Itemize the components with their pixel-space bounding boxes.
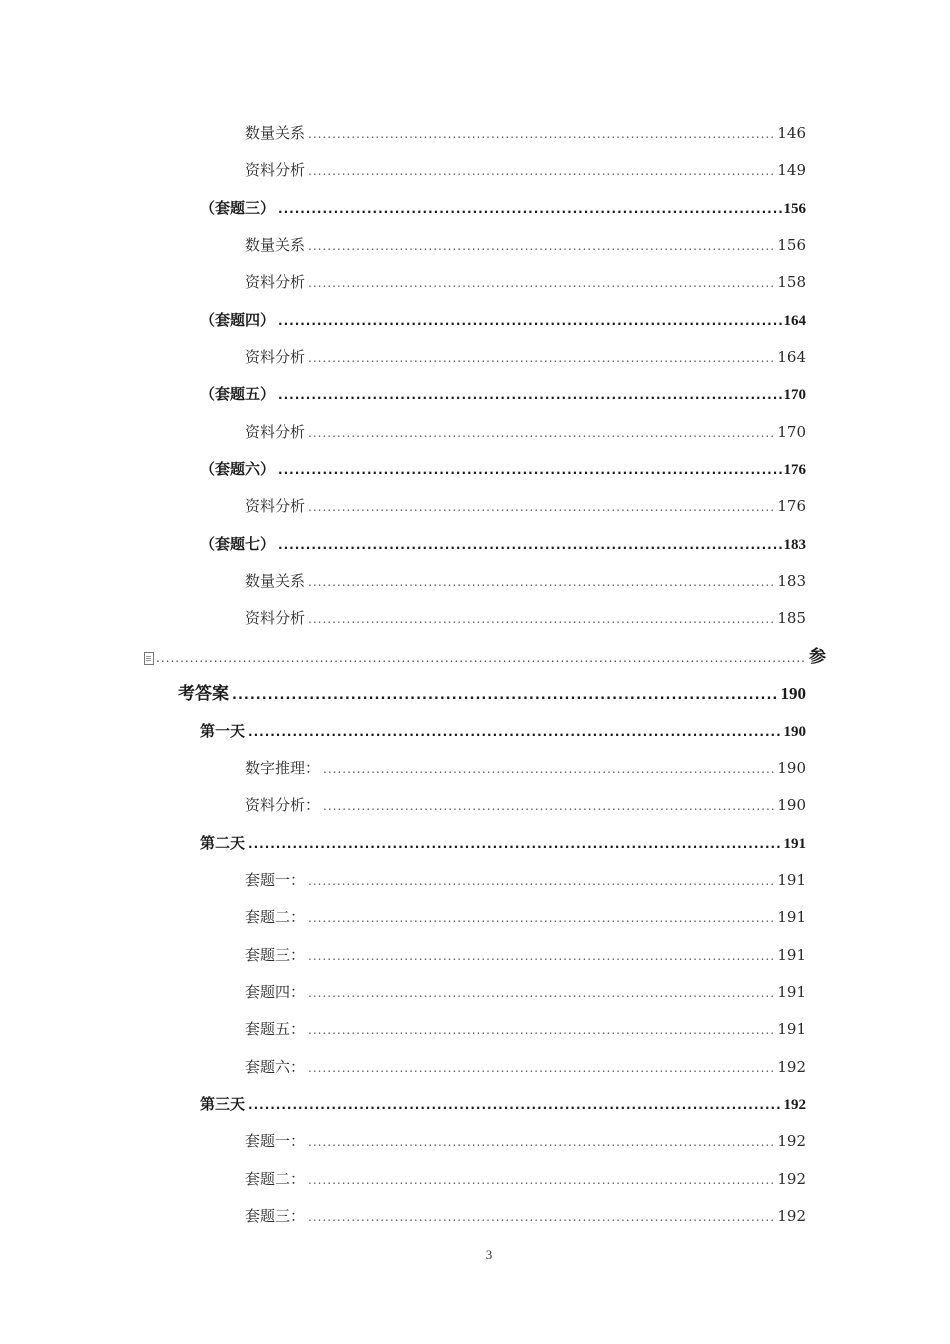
dot-leader xyxy=(278,534,781,556)
toc-section-label: 第一天 xyxy=(200,722,246,740)
toc-entry[interactable] xyxy=(245,869,806,891)
toc-entry-page: 192 xyxy=(777,1132,806,1150)
toc-entry-page: 190 xyxy=(777,759,806,777)
toc-section[interactable] xyxy=(200,720,806,742)
dot-leader xyxy=(323,758,775,780)
dot-leader xyxy=(248,1094,781,1116)
toc-entry[interactable] xyxy=(245,570,806,592)
dot-leader xyxy=(232,685,779,707)
toc-entry[interactable] xyxy=(245,981,806,1003)
toc-entry[interactable] xyxy=(245,122,806,144)
toc-section-label: 第三天 xyxy=(200,1095,246,1113)
toc-section-page: 170 xyxy=(783,387,806,403)
dot-leader xyxy=(308,870,775,892)
toc-entry[interactable] xyxy=(245,159,806,181)
toc-entry-label: 套题一： xyxy=(245,871,306,889)
toc-entry-label: 资料分析 xyxy=(245,423,306,441)
toc-entry[interactable] xyxy=(245,1205,806,1227)
toc-entry-page: 176 xyxy=(777,497,806,515)
toc-entry-page: 191 xyxy=(777,983,806,1001)
toc-entry[interactable] xyxy=(245,271,806,293)
toc-section-page: 191 xyxy=(783,836,806,852)
toc-entry-page: 191 xyxy=(777,871,806,889)
dot-leader xyxy=(323,795,775,817)
toc-entry-label: 套题二： xyxy=(245,1170,306,1188)
toc-entry-label: 套题二： xyxy=(245,908,306,926)
dot-leader xyxy=(278,384,781,406)
dot-leader xyxy=(308,422,775,444)
toc-entry-page: 190 xyxy=(777,796,806,814)
dot-leader xyxy=(156,647,805,669)
toc-entry-label: 数量关系 xyxy=(245,124,306,142)
dot-leader xyxy=(308,945,775,967)
toc-entry-label: 数字推理： xyxy=(245,759,321,777)
dot-leader xyxy=(308,160,775,182)
toc-entry-page: 192 xyxy=(777,1170,806,1188)
toc-entry-label: 资料分析 xyxy=(245,497,306,515)
toc-entry-page: 156 xyxy=(777,236,806,254)
dot-leader xyxy=(308,1019,775,1041)
toc-entry[interactable] xyxy=(245,495,806,517)
toc-entry[interactable] xyxy=(245,234,806,256)
toc-section[interactable] xyxy=(200,832,806,854)
toc-section-label: （套题五） xyxy=(200,385,276,403)
document-icon xyxy=(144,652,154,665)
dot-leader xyxy=(308,272,775,294)
dot-leader xyxy=(308,907,775,929)
toc-entry-page: 170 xyxy=(777,423,806,441)
toc-section-page: 176 xyxy=(783,462,806,478)
toc-section-label: （套题四） xyxy=(200,311,276,329)
toc-chapter-label: 考答案 xyxy=(178,684,229,704)
dot-leader xyxy=(308,1131,775,1153)
toc-entry[interactable] xyxy=(245,1056,806,1078)
toc-split-heading[interactable] xyxy=(144,646,826,668)
toc-section[interactable] xyxy=(200,458,806,480)
toc-entry-label: 数量关系 xyxy=(245,572,306,590)
toc-entry-label: 资料分析 xyxy=(245,273,306,291)
toc-entry-page: 146 xyxy=(777,124,806,142)
dot-leader xyxy=(308,1206,775,1228)
toc-entry-page: 185 xyxy=(777,609,806,627)
toc-section-page: 156 xyxy=(783,201,806,217)
dot-leader xyxy=(248,721,781,743)
dot-leader xyxy=(278,459,781,481)
split-heading-end: 参 xyxy=(809,647,826,667)
toc-entry-label: 套题六： xyxy=(245,1058,306,1076)
dot-leader xyxy=(278,198,781,220)
toc-section-page: 192 xyxy=(783,1097,806,1113)
toc-entry-label: 资料分析： xyxy=(245,796,321,814)
toc-section-label: （套题三） xyxy=(200,199,276,217)
page-number: 3 xyxy=(485,1247,493,1262)
toc-entry-page: 192 xyxy=(777,1058,806,1076)
toc-entry[interactable] xyxy=(245,794,806,816)
toc-entry[interactable] xyxy=(245,607,806,629)
toc-entry-page: 191 xyxy=(777,1020,806,1038)
toc-section-label: （套题七） xyxy=(200,535,276,553)
dot-leader xyxy=(308,571,775,593)
toc-section[interactable] xyxy=(200,533,806,555)
dot-leader xyxy=(308,347,775,369)
toc-entry-label: 数量关系 xyxy=(245,236,306,254)
toc-chapter-page: 190 xyxy=(780,684,806,703)
toc-section[interactable] xyxy=(200,197,806,219)
toc-entry-label: 资料分析 xyxy=(245,161,306,179)
toc-entry-page: 183 xyxy=(777,572,806,590)
toc-entry[interactable] xyxy=(245,346,806,368)
toc-entry[interactable] xyxy=(245,906,806,928)
dot-leader xyxy=(308,982,775,1004)
toc-section-label: 第二天 xyxy=(200,834,246,852)
toc-entry-label: 套题三： xyxy=(245,1207,306,1225)
toc-entry-label: 套题一： xyxy=(245,1132,306,1150)
dot-leader xyxy=(278,310,781,332)
toc-entry-label: 套题五： xyxy=(245,1020,306,1038)
toc-entry-label: 套题四： xyxy=(245,983,306,1001)
toc-entry-page: 158 xyxy=(777,273,806,291)
dot-leader xyxy=(248,833,781,855)
dot-leader xyxy=(308,608,775,630)
toc-entry-label: 套题三： xyxy=(245,946,306,964)
toc-entry-page: 191 xyxy=(777,946,806,964)
toc-entry-page: 149 xyxy=(777,161,806,179)
toc-entry[interactable] xyxy=(245,944,806,966)
dot-leader xyxy=(308,123,775,145)
dot-leader xyxy=(308,1057,775,1079)
toc-entry[interactable] xyxy=(245,1130,806,1152)
toc-section[interactable] xyxy=(200,1093,806,1115)
toc-section-page: 164 xyxy=(783,313,806,329)
dot-leader xyxy=(308,1169,775,1191)
toc-entry[interactable] xyxy=(245,421,806,443)
toc-entry[interactable] xyxy=(245,1018,806,1040)
toc-entry-page: 191 xyxy=(777,908,806,926)
toc-entry-label: 资料分析 xyxy=(245,348,306,366)
toc-entry[interactable] xyxy=(245,757,806,779)
toc-entry-label: 资料分析 xyxy=(245,609,306,627)
toc-section-page: 190 xyxy=(783,724,806,740)
toc-chapter[interactable] xyxy=(178,683,806,705)
dot-leader xyxy=(308,235,775,257)
toc-section-page: 183 xyxy=(783,537,806,553)
toc-section-label: （套题六） xyxy=(200,460,276,478)
toc-entry-page: 192 xyxy=(777,1207,806,1225)
toc-section[interactable] xyxy=(200,309,806,331)
toc-section[interactable] xyxy=(200,383,806,405)
toc-entry[interactable] xyxy=(245,1168,806,1190)
toc-entry-page: 164 xyxy=(777,348,806,366)
dot-leader xyxy=(308,496,775,518)
